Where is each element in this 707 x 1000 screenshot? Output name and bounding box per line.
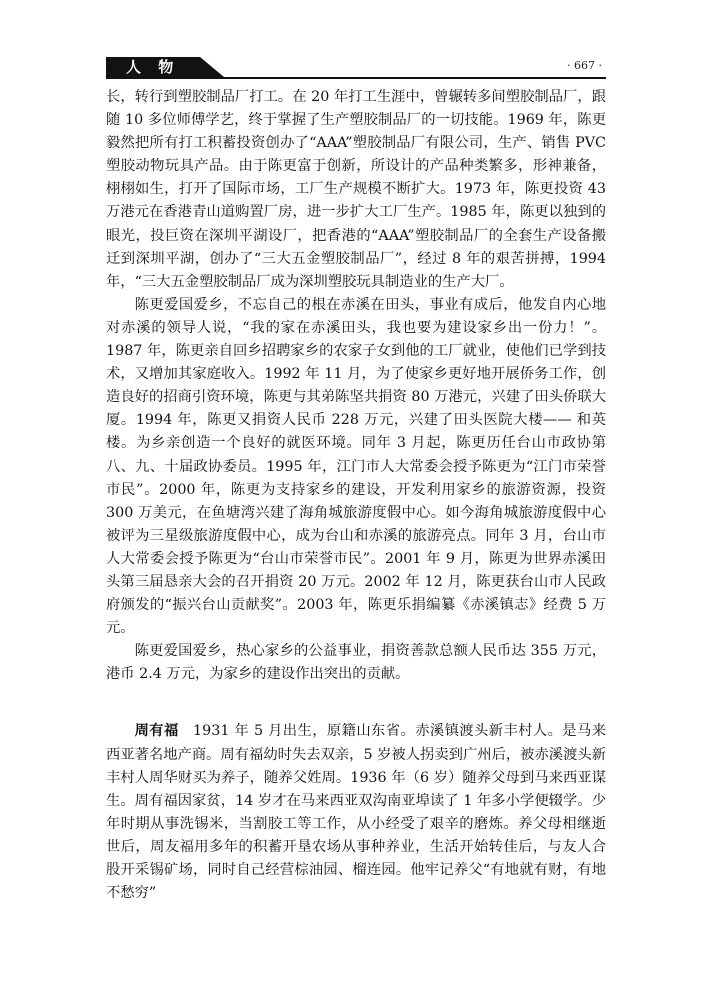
person-name: 周有福 [134,723,179,740]
section-label: 人 物 [126,58,180,76]
page-number: · 667 · [567,59,602,72]
paragraph-zhou-youfu [106,720,606,905]
section-spacer [106,686,606,720]
biography-text: 1931 年 5 月出生，原籍山东省。赤溪镇渡头新丰村人。是马来西亚著名地产商。周有福幼时失去双亲，5 岁被人拐卖到广州后，被赤溪渡头新丰村人周华财买为养子，随养父姓周。1936 年（6 岁）随养父母到马来西亚谋生。周有福因家贫，14 岁才在马来西亚双沟南亚埠读了 1 年多小学便辍学。少年时期从事洗锡米，当割胶工等工作，从小经受了艰辛的磨炼。养父母相继逝世后，周友福用多年的积蓄开垦农场从事种养业，生活开始转佳后，与友人合股开采锡矿场，同时自己经营棕油园、榴连园。他牢记养父“有地就有财，有地不愁穷” [106,723,606,902]
header-rule [106,77,606,79]
paragraph-continuation: 长，转行到塑胶制品厂打工。在 20 年打工生涯中，曾辗转多间塑胶制品厂，跟随 10 多位师傅学艺，终于掌握了生产塑胶制品厂的一切技能。1969 年，陈更毅然把所有打工积蓄投资创办了“AAA”塑胶制品厂有限公司，生产、销售 PVC 塑胶动物玩具产品。由于陈更富于创新，所设计的产品种类繁多，形神兼备，栩栩如生，打开了国际市场，工厂生产规模不断扩大。1973 年，陈更投资 43 万港元在香港青山道购置厂房，进一步扩大工厂生产。1985 年，陈更以独到的眼光，投巨资在深圳平湖设厂，把香港的“AAA”塑胶制品厂的全套生产设备搬迁到深圳平湖，创办了“三大五金塑胶制品厂”，经过 8 年的艰苦拼搏，1994 年，“三大五金塑胶制品厂成为深圳塑胶玩具制造业的生产大厂。 [106,89,606,290]
paragraph-chen-geng-hometown: 陈更爱国爱乡，不忘自己的根在赤溪在田头，事业有成后，他发自内心地对赤溪的领导人说，“我的家在赤溪田头，我也要为建设家乡出一份力！”。1987 年，陈更亲自回乡招聘家乡的农家子女到他的工厂就业，使他们已学到技术，又增加其家庭收入。1992 年 11 月，为了使家乡更好地开展侨务工作，创造良好的招商引资环境，陈更与其弟陈坚共捐资 80 万港元，兴建了田头侨联大厦。1994 年，陈更又捐资人民币 228 万元，兴建了田头医院大楼—— 和英楼。为乡亲创造一个良好的就医环境。同年 3 月起，陈更历任台山市政协第八、九、十届政协委员。1995 年，江门市人大常委会授予陈更为“江门市荣誉市民”。2000 年，陈更为支持家乡的建设，开发利用家乡的旅游资源，投资 300 万美元，在鱼塘湾兴建了海角城旅游度假中心。如今海角城旅游度假中心被评为三星级旅游度假中心，成为台山和赤溪的旅游亮点。同年 3 月，台山市人大常委会授予陈更为“台山市荣誉市民”。2001 年 9 月，陈更为世界赤溪田头第三届恳亲大会的召开捐资 20 万元。2002 年 12 月，陈更获台山市人民政府颁发的“振兴台山贡献奖”。2003 年，陈更乐捐编纂《赤溪镇志》经费 5 万元。 [106,296,606,637]
paragraph-chen-geng-summary: 陈更爱国爱乡，热心家乡的公益事业，捐资善款总额人民币达 355 万元，港币 2.4 万元，为家乡的建设作出突出的贡献。 [106,643,606,683]
running-header [106,57,606,79]
article-body [106,86,606,905]
